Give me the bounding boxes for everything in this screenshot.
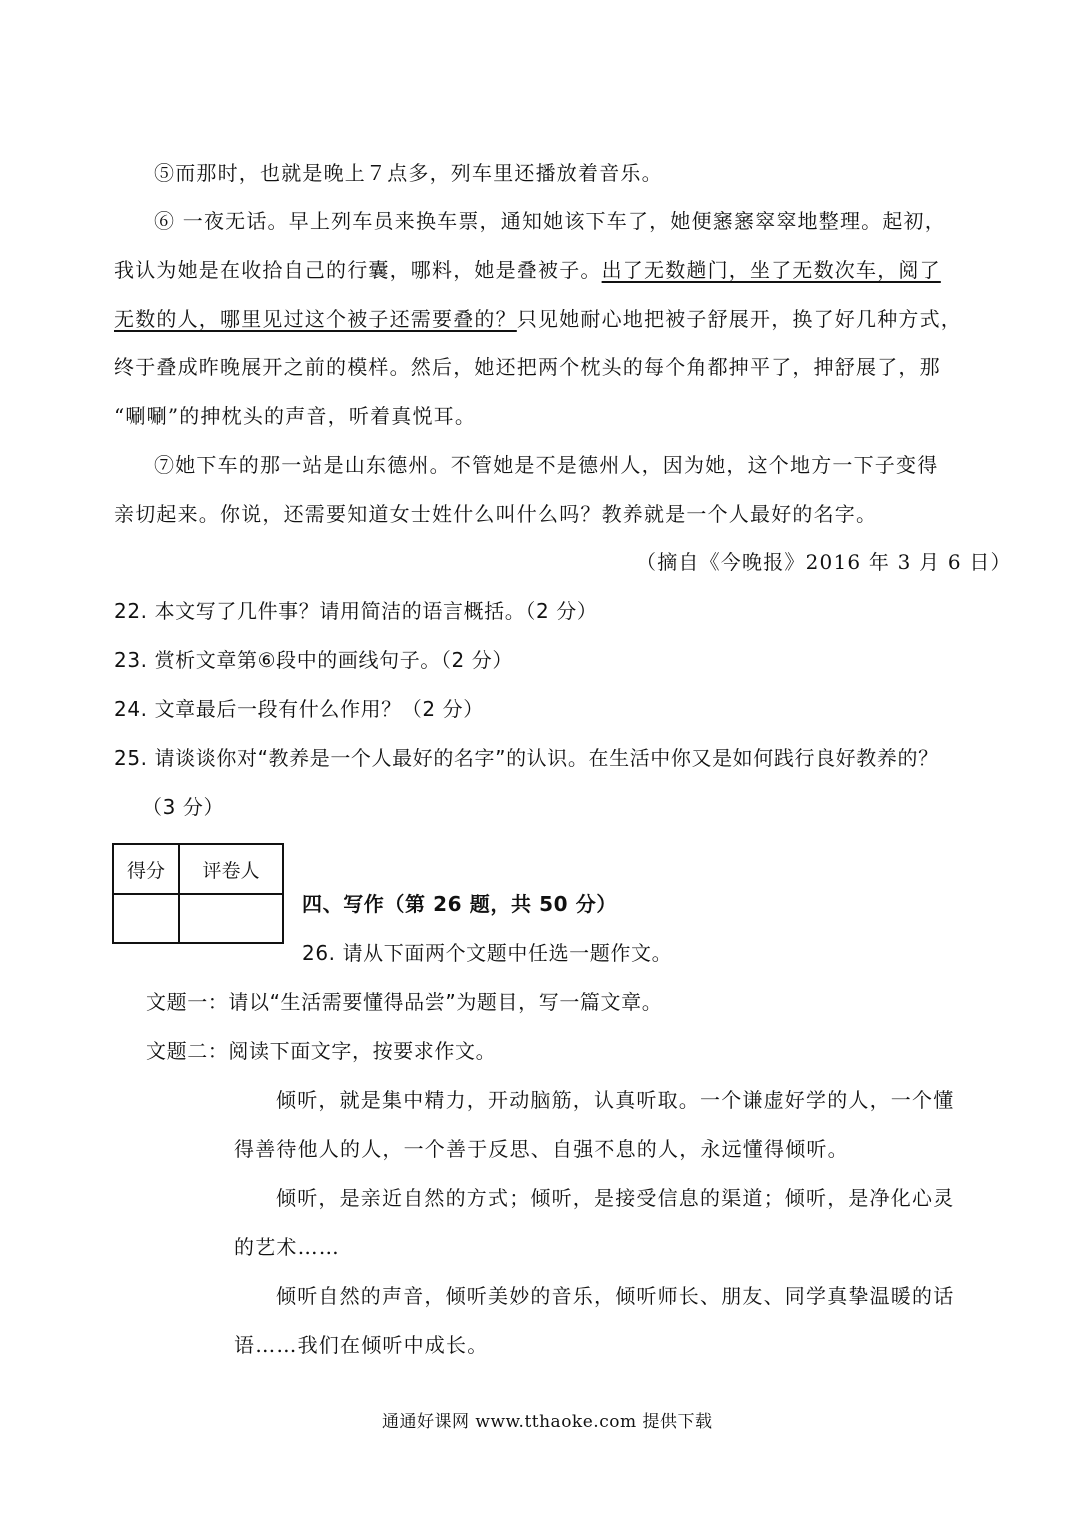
score-header: 得分 (113, 844, 179, 894)
paragraph-6-text: 只见她耐心地把被子舒展开，换了好几种方式， (516, 307, 963, 331)
writing-section-title: 四、写作（第 26 题，共 50 分） (302, 892, 617, 916)
paragraph-6-line-4: 终于叠成昨晚展开之前的模样。然后，她还把两个枕头的每个角都抻平了，抻舒展了，那 (114, 355, 941, 379)
paragraph-6-line-5: “唰唰”的抻枕头的声音，听着真悦耳。 (114, 404, 477, 428)
prompt-paragraph-2-line-2: 的艺术…… (234, 1235, 340, 1259)
question-26: 26. 请从下面两个文题中任选一题作文。 (302, 941, 673, 965)
prompt-paragraph-1-line-1: 倾听，就是集中精力，开动脑筋，认真听取。一个谦虚好学的人，一个懂 (276, 1088, 955, 1112)
paragraph-6-text: 我认为她是在收拾自己的行囊，哪料，她是叠被子。 (114, 258, 602, 282)
paragraph-7-line-1: ⑦她下车的那一站是山东德州。不管她是不是德州人，因为她，这个地方一下子变得 (154, 453, 939, 477)
topic-2: 文题二：阅读下面文字，按要求作文。 (146, 1039, 497, 1063)
topic-1: 文题一：请以“生活需要懂得品尝”为题目，写一篇文章。 (146, 990, 663, 1014)
prompt-paragraph-3-line-1: 倾听自然的声音，倾听美妙的音乐，倾听师长、朋友、同学真挚温暖的话 (276, 1284, 955, 1308)
underlined-sentence: 无数的人，哪里见过这个被子还需要叠的？ (114, 307, 517, 331)
prompt-paragraph-3-line-2: 语……我们在倾听中成长。 (234, 1333, 489, 1357)
paragraph-7-line-2: 亲切起来。你说，还需要知道女士姓什么叫什么吗？教养就是一个人最好的名字。 (114, 502, 878, 526)
score-table (112, 843, 284, 944)
prompt-paragraph-1-line-2: 得善待他人的人，一个善于反思、自强不息的人，永远懂得倾听。 (234, 1137, 849, 1161)
question-24: 24. 文章最后一段有什么作用？（2 分） (114, 697, 484, 721)
question-23: 23. 赏析文章第⑥段中的画线句子。（2 分） (114, 648, 513, 672)
footer-watermark: 通通好课网 www.tthaoke.com 提供下载 (382, 1412, 713, 1432)
underlined-sentence: 出了无数趟门，坐了无数次车，阅了 (601, 258, 941, 282)
prompt-paragraph-2-line-1: 倾听，是亲近自然的方式；倾听，是接受信息的渠道；倾听，是净化心灵 (276, 1186, 955, 1210)
paragraph-6-line-2 (114, 257, 941, 283)
source-citation: （摘自《今晚报》2016 年 3 月 6 日） (636, 550, 1012, 574)
question-25-line-2: （3 分） (142, 795, 225, 819)
paragraph-6-line-1: ⑥ 一夜无话。早上列车员来换车票，通知她该下车了，她便窸窸窣窣地整理。起初， (154, 209, 946, 233)
grader-cell (179, 894, 283, 943)
question-22: 22. 本文写了几件事？请用简洁的语言概括。（2 分） (114, 599, 598, 623)
question-25-line-1: 25. 请谈谈你对“教养是一个人最好的名字”的认识。在生活中你又是如何践行良好教养的？ (114, 746, 939, 770)
paragraph-5: ⑤而那时，也就是晚上７点多，列车里还播放着音乐。 (154, 161, 663, 185)
score-cell (113, 894, 179, 943)
paragraph-6-line-3 (114, 306, 962, 332)
grader-header: 评卷人 (179, 844, 283, 894)
